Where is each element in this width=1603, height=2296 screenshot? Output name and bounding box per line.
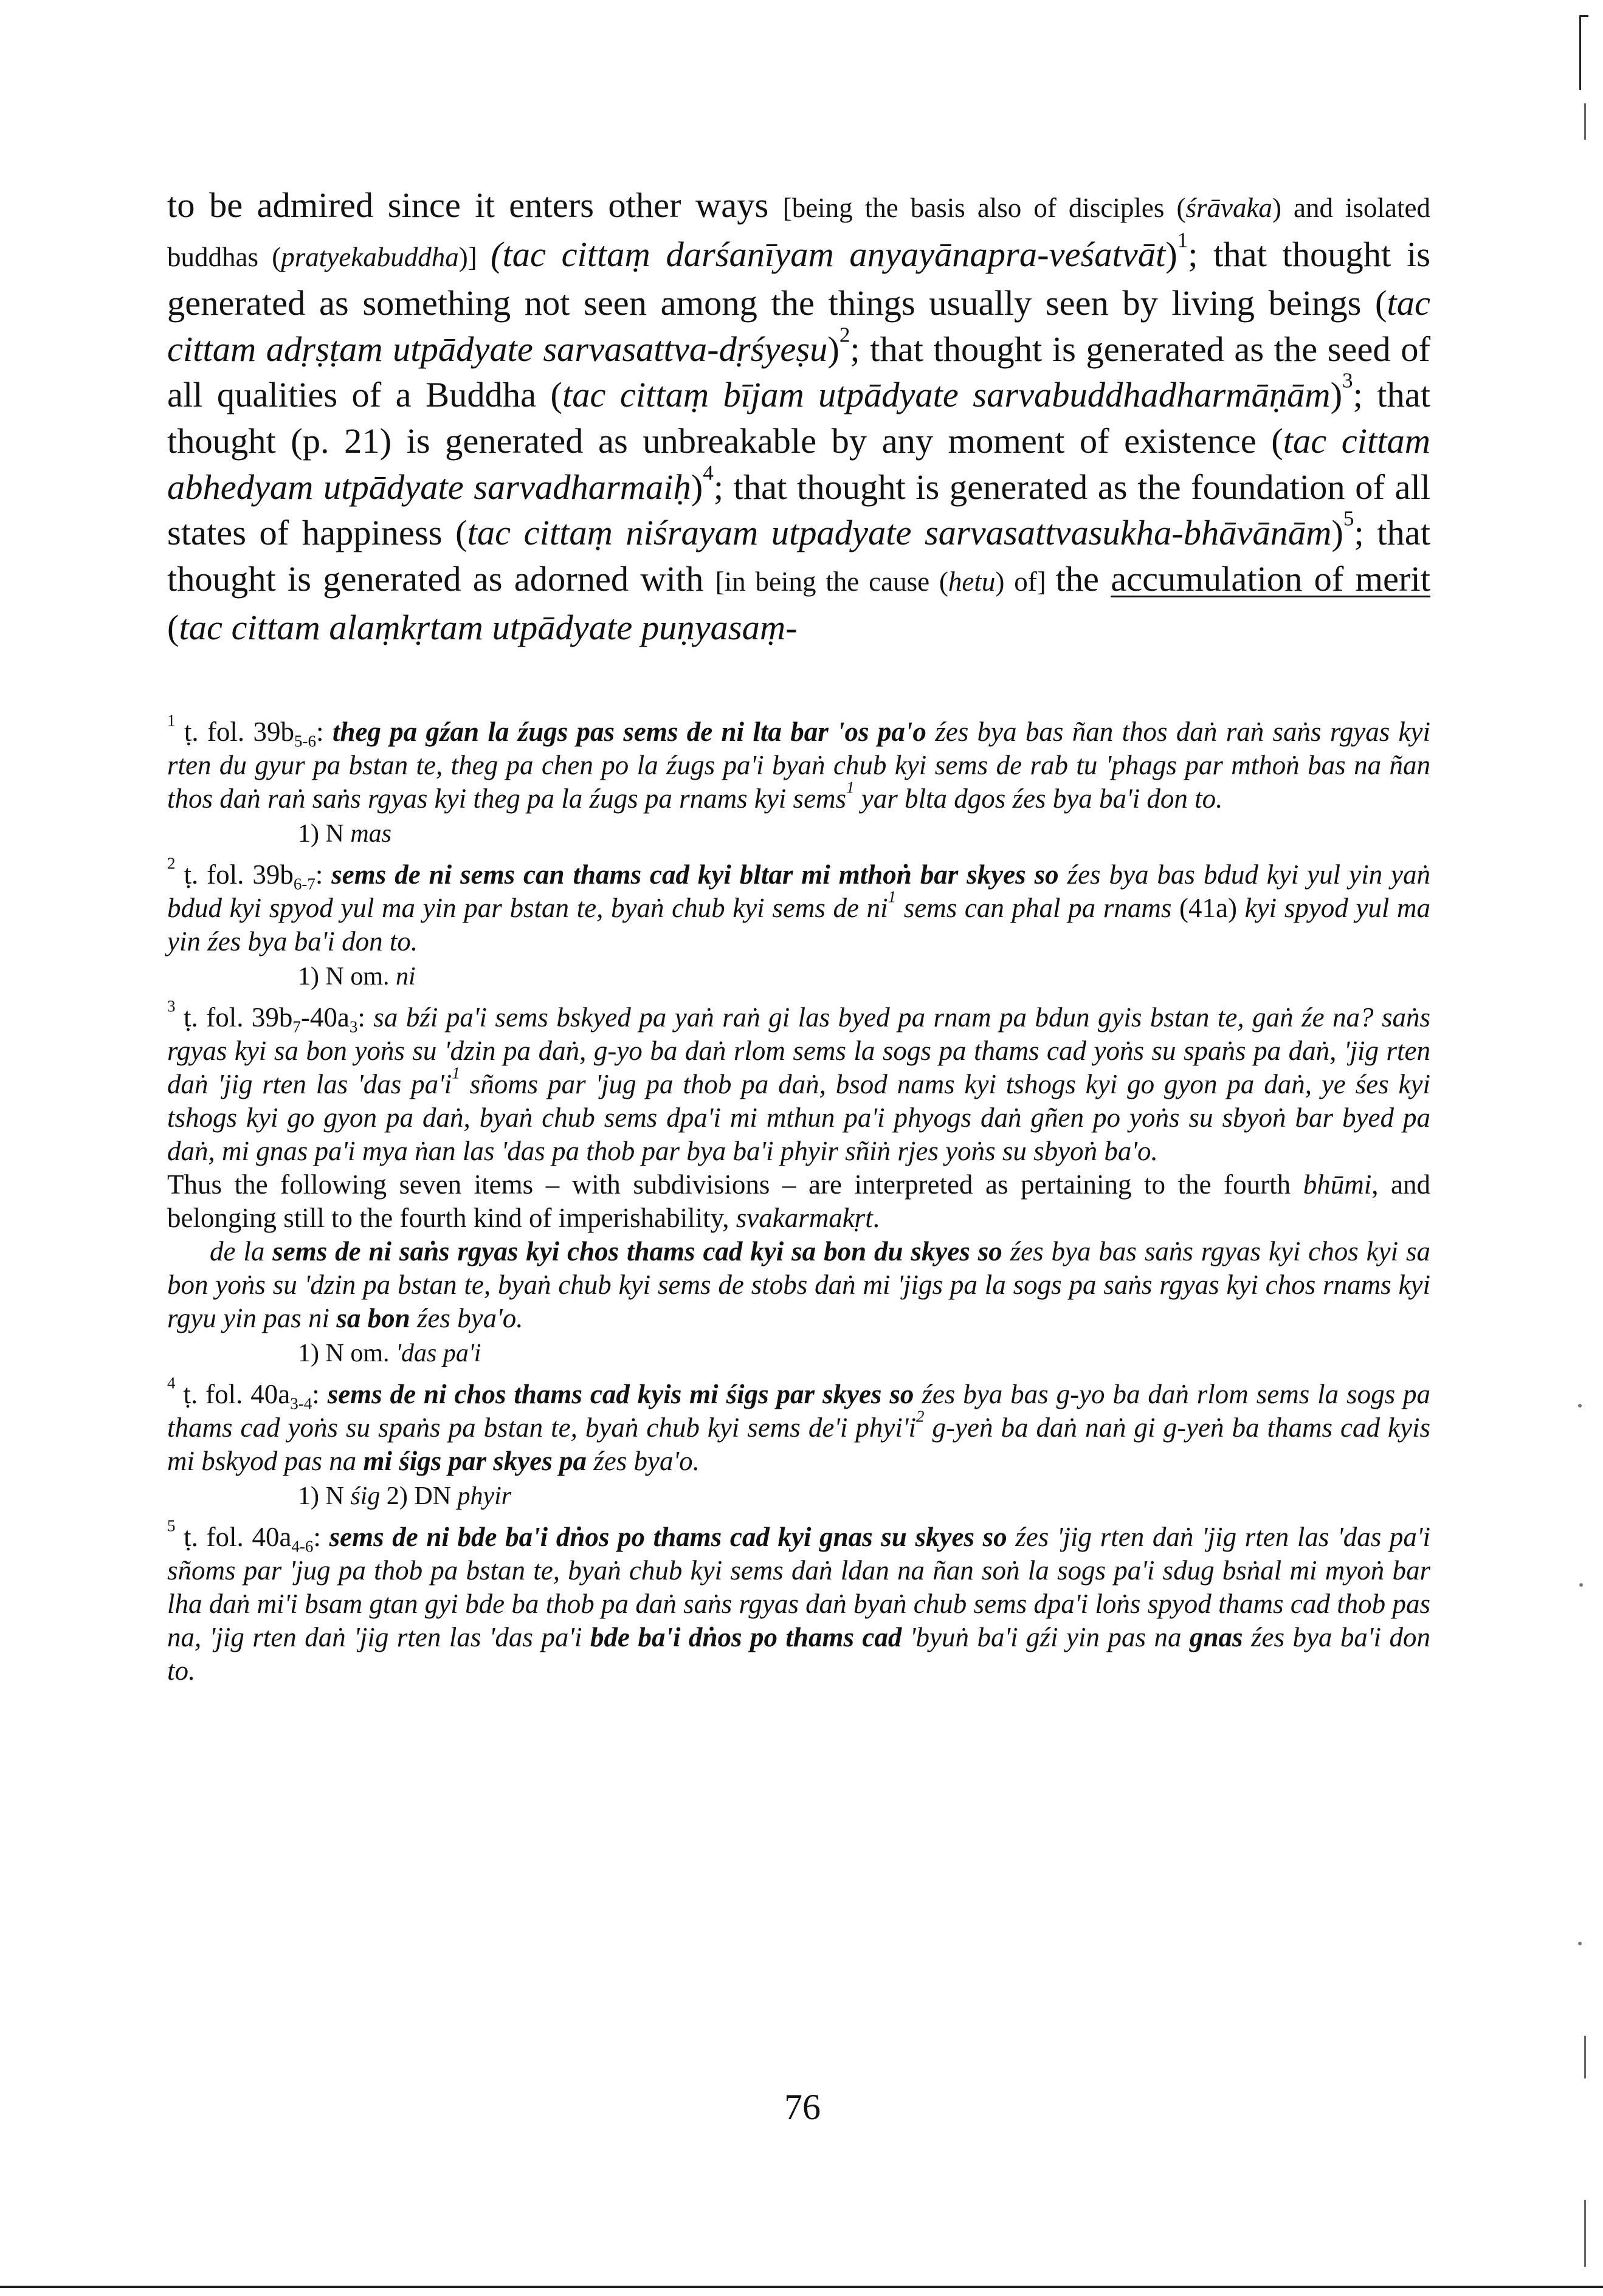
underlined-phrase: accumulation of merit	[1111, 559, 1431, 599]
footnote: $^4$ ṭ. fol. $40a_{3-4}$: sems de ni chos thams cad kyis mi śigs par skyes so źes bya bas g-yo ba daṅ rlom sems la sogs pa thams cad yoṅs su spaṅs pa bstan te, byaṅ chub kyi sems de'i $phyi'i^2$ g-yeṅ ba daṅ naṅ gi g-yeṅ ba thams cad kyis mi bskyod pas na mi śigs par skyes pa źes bya'o. 1) N śig 2) DN phyir	[167, 1373, 1431, 1510]
edge-mark	[1584, 103, 1586, 140]
scan-speck	[1578, 1942, 1582, 1945]
scan-speck	[1579, 1583, 1583, 1587]
footnote: $^3$ ṭ. fol. $39b_7-40a_3$: sa bźi pa'i sems bskyed pa yaṅ raṅ gi las byed pa rnam pa bdun gyis bstan te, gaṅ źe na? saṅs rgyas kyi sa bon yoṅs su 'dzin pa daṅ, g-yo ba daṅ rlom sems la sogs pa thams cad yoṅs su spaṅs pa daṅ, 'jig rten daṅ 'jig rten las 'das $pa'i^1$ sñoms par 'jug pa thob pa daṅ, bsod nams kyi tshogs kyi go gyon pa daṅ, ye śes kyi tshogs kyi go gyon pa daṅ, byaṅ chub sems dpa'i mi mthun pa'i phyogs daṅ gñen po yoṅs su sbyoṅ bar byed pa daṅ, mi gnas pa'i mya ṅan las 'das pa thob par bya ba'i phyir sñiṅ rjes yoṅs su sbyoṅ ba'o. Thus the following seven items – with subdivisions – are interpreted as pertaining to the fourth bhūmi, and belonging still to the fourth kind of imperishability, svakarmakṛt. de la sems de ni saṅs rgyas kyi chos thams cad kyi sa bon du skyes so źes bya bas saṅs rgyas kyi chos kyi sa bon yoṅs su 'dzin pa bstan te, byaṅ chub kyi sems de stobs daṅ mi 'jigs pa la sogs pa saṅs rgyas kyi chos rnams kyi rgyu yin pas ni sa bon źes bya'o. 1) N om. 'das pa'i	[167, 997, 1431, 1367]
edge-mark	[1584, 2036, 1586, 2078]
footnote: $^5$ ṭ. fol. $40a_{4-6}$: sems de ni bde ba'i dṅos po thams cad kyi gnas su skyes so źes 'jig rten daṅ 'jig rten las 'das pa'i sñoms par 'jug pa thob pa bstan te, byaṅ chub kyi sems daṅ ldan na ñan soṅ la sogs pa'i sdug bsṅal mi myoṅ bar lha daṅ mi'i bsam gtan gyi bde ba thob pa daṅ saṅs rgyas daṅ byaṅ chub sems dpa'i loṅs spyod thams cad thob pas na, 'jig rten daṅ 'jig rten las 'das pa'i bde ba'i dṅos po thams cad 'byuṅ ba'i gźi yin pas na gnas źes bya ba'i don to.	[167, 1516, 1430, 1686]
footnote: $^2$ ṭ. fol. $39b_{6-7}$: sems de ni sems can thams cad kyi bltar mi mthoṅ bar skyes so źes bya bas bdud kyi yul yin yaṅ bdud kyi spyod yul ma yin par bstan te, byaṅ chub kyi sems de $ni^1$ sems can phal pa rnams (41a) kyi spyod yul ma yin źes bya ba'i don to. 1) N om. ni	[167, 854, 1431, 991]
main-paragraph: to be admired since it enters other ways [being the basis also of disciples (śrāvaka) and isolated buddhas (pratyekabuddha)] (tac cittaṃ darśanīyam anyayānapra-veśatvāt)$^1$; that thought is generated as something not seen among the things usually seen by living beings (tac cittam adṛṣṭam utpādyate sarvasattva-dṛśyeṣu)$^2$; that thought is generated as the seed of all qualities of a Buddha (tac cittaṃ bījam utpādyate sarvabuddhadharmāṇām)$^3$; that thought (p. 21) is generated as unbreakable by any moment of existence (tac cittam abhedyam utpādyate sarvadharmaiḥ)$^4$; that thought is generated as the foundation of all states of happiness (tac cittaṃ niśrayam utpadyate sarvasattvasukha-bhāvānām)$^5$; that thought is generated as adorned with [in being the cause (hetu) of] the accumulation of merit (tac cittam alaṃkṛtam utpādyate puṇyasaṃ-	[167, 185, 1431, 648]
page-number: 76	[784, 2087, 821, 2127]
footnotes	[167, 711, 1431, 1688]
footnote: $^1$ ṭ. fol. $39b_{5-6}$: theg pa gźan la źugs pas sems de ni lta bar 'os pa'o źes bya bas ñan thos daṅ raṅ saṅs rgyas kyi rten du gyur pa bstan te, theg pa chen po la źugs pa'i byaṅ chub kyi sems de rab tu 'phags par mthoṅ bas na ñan thos daṅ raṅ saṅs rgyas kyi theg pa la źugs pa rnams kyi sems$^1$ yar blta dgos źes bya ba'i don to. 1) N mas	[167, 711, 1430, 848]
crop-mark	[1579, 15, 1588, 90]
scan-speck	[1578, 1404, 1582, 1408]
scan-edge	[0, 2286, 1603, 2288]
edge-mark	[1584, 2200, 1586, 2267]
